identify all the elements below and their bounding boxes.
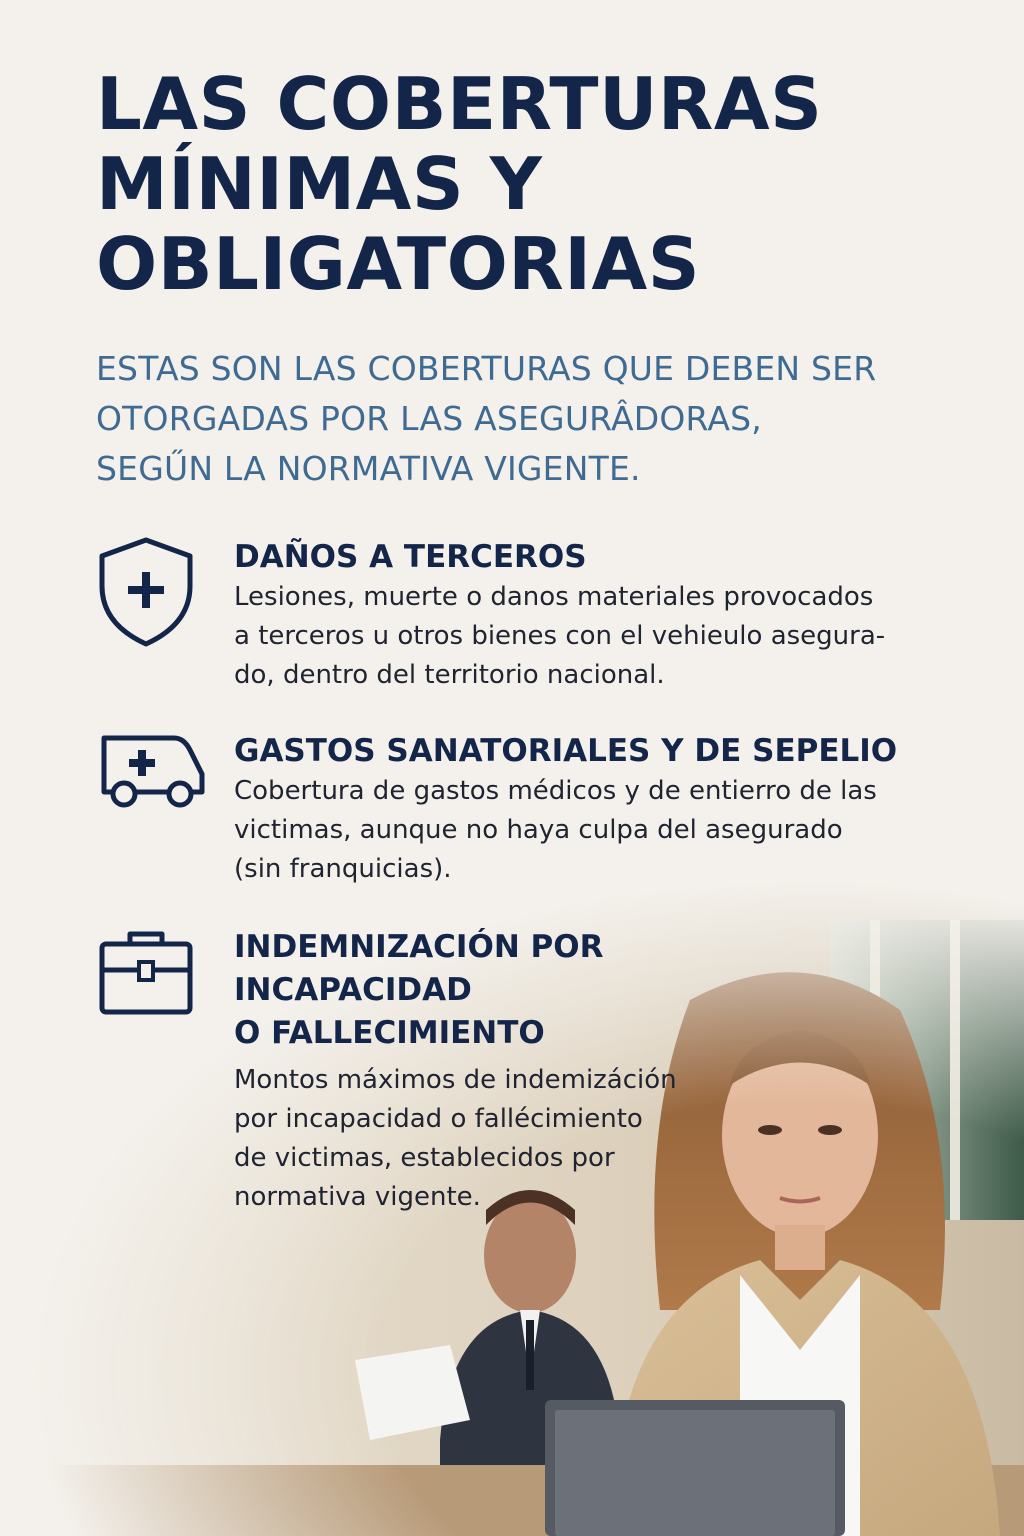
subtitle-line: OTORGADAS POR LAS ASEGURÂDORAS, — [96, 399, 762, 438]
coverage-heading-line: GASTOS SANATORIALES Y DE SEPELIO — [234, 733, 898, 769]
coverage-description-line: victimas, aunque no haya culpa del asegurado — [234, 815, 843, 845]
title-line: OBLIGATORIAS — [96, 222, 701, 306]
ambulance-icon — [96, 730, 208, 814]
coverage-heading — [234, 536, 994, 579]
coverage-heading-line: DAÑOS A TERCEROS — [234, 539, 587, 575]
page-subtitle — [96, 344, 956, 494]
briefcase-icon — [96, 926, 196, 1022]
page-title — [96, 64, 936, 304]
subtitle-line: ESTAS SON LAS COBERTURAS QUE DEBEN SER — [96, 349, 877, 388]
shield-plus-icon — [96, 536, 196, 652]
coverage-description-line: (sin franquicias). — [234, 854, 452, 884]
coverage-heading-line: INDEMNIZACIÓN POR — [234, 929, 604, 965]
title-line: LAS COBERTURAS — [96, 62, 823, 146]
coverage-heading — [234, 926, 994, 1055]
coverage-description-line: normativa vigente. — [234, 1182, 481, 1212]
coverage-description-line: de victimas, establecidos por — [234, 1143, 615, 1173]
coverage-item-third-party — [96, 536, 976, 696]
coverage-description-line: do, dentro del territorio nacional. — [234, 660, 665, 690]
coverage-item-disability-death — [96, 926, 976, 1226]
coverage-heading — [234, 730, 994, 773]
coverage-description-line: Montos máximos de indemizáción — [234, 1065, 677, 1095]
coverage-description-line: Lesiones, muerte o danos materiales provocados — [234, 582, 874, 612]
coverage-description-line: por incapacidad o fallécimiento — [234, 1104, 643, 1134]
coverage-description-line: Cobertura de gastos médicos y de entierro de las — [234, 776, 877, 806]
coverage-heading-line: O FALLECIMIENTO — [234, 1015, 545, 1051]
coverage-description — [234, 772, 934, 889]
coverage-heading-line: INCAPACIDAD — [234, 972, 472, 1008]
coverage-description-line: a terceros u otros bienes con el vehieulo asegura- — [234, 621, 886, 651]
subtitle-line: SEGŰN LA NORMATIVA VIGENTE. — [96, 449, 641, 488]
title-line: MÍNIMAS Y — [96, 142, 543, 226]
coverage-item-medical-funeral — [96, 730, 976, 890]
coverage-description — [234, 578, 934, 695]
coverage-description — [234, 1061, 754, 1217]
